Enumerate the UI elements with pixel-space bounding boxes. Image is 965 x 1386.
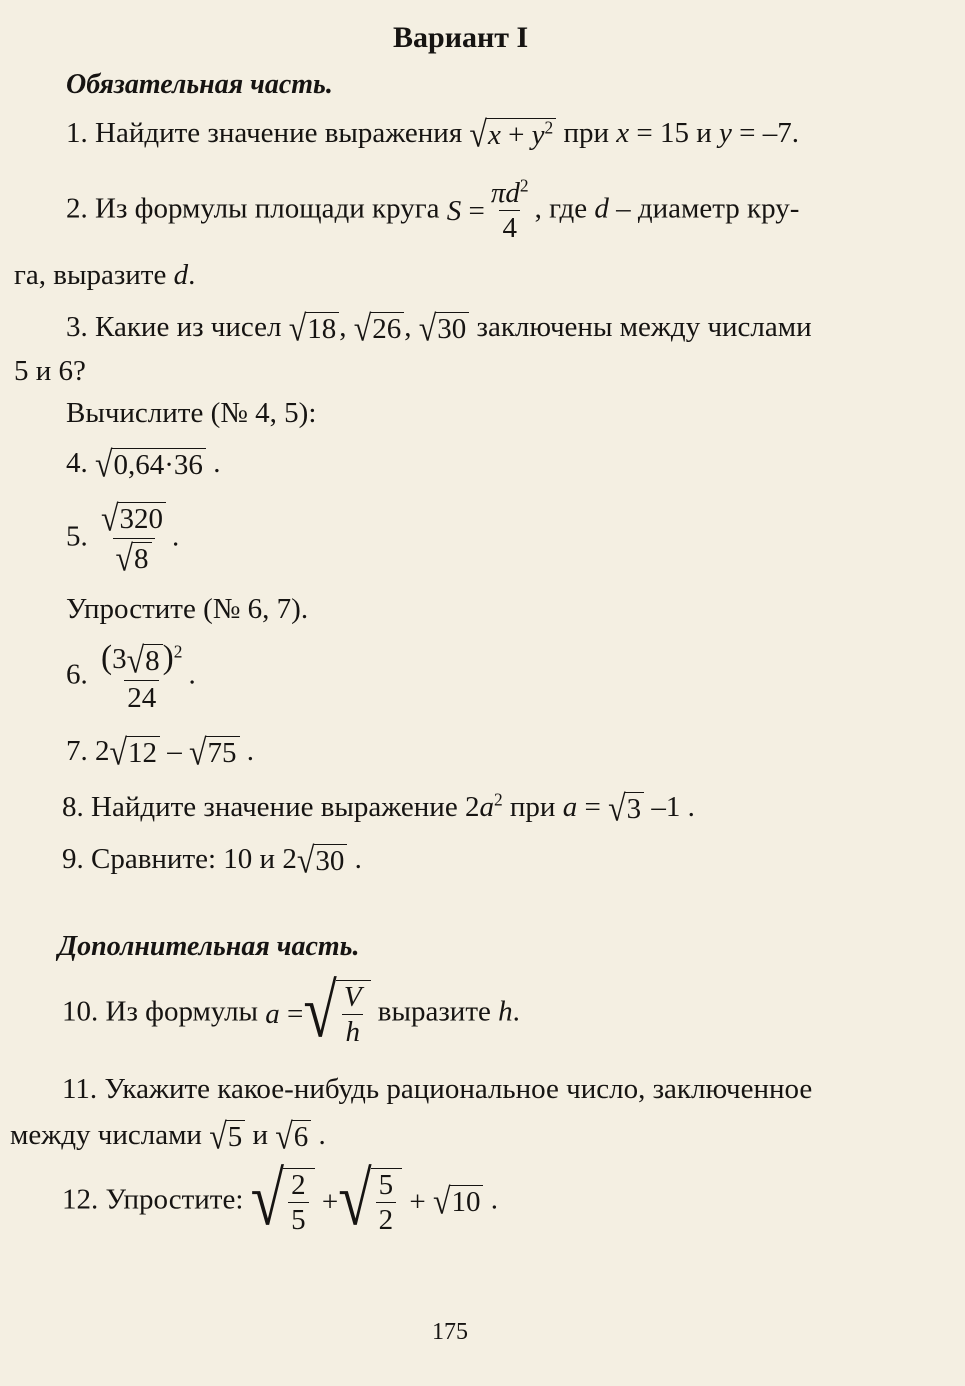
problem-11: 11. Укажите какое-нибудь рациональное число, заключенное	[62, 1073, 813, 1105]
problem-8: 8. Найдите значение выражение $2a^2$ при a = √ 3 –1 .	[62, 788, 695, 829]
problem-2: 2. Из формулы площади круга S = $\frac{\pi d^2}{4}$ , где d – диаметр кру-	[66, 175, 800, 245]
section-extra: Дополнительная часть.	[58, 931, 360, 962]
calc-intro: Вычислите (№ 4, 5):	[66, 397, 317, 429]
problem-7: 7. 2 √ 12 – √ 75 .	[66, 732, 255, 773]
sqrt-expression: √ $x + y^2$	[469, 118, 556, 152]
simplify-intro: Упростите (№ 6, 7).	[66, 593, 309, 625]
problem-1: 1. Найдите значение выражения √ $x + y^2$ при x = 15 и y = –7.	[66, 114, 800, 155]
problem-4: 4. √ 0,64·36 .	[66, 444, 221, 485]
problem-11-cont: между числами √ 5 и √ 6 .	[10, 1116, 326, 1157]
problem-5: 5. √ 320 √ 8 .	[66, 498, 180, 579]
area-formula: S = $\frac{\pi d^2}{4}$	[446, 175, 529, 245]
problem-2-cont: га, выразите d.	[14, 259, 196, 291]
problem-3-cont: 5 и 6?	[14, 355, 86, 387]
page-title: Вариант I	[393, 21, 529, 54]
problem-12: 12. Упростите: √ $\frac{2}{5}$ + √ $\frac{5}{2}$ + √ 10 .	[62, 1158, 498, 1243]
problem-6: 6. (3 √ 8 )$^2$ 24 .	[66, 639, 196, 715]
problem-3: 3. Какие из чисел √ 18 , √ 26 , √ 30 заключены между числами	[66, 308, 812, 349]
section-required: Обязательная часть.	[66, 69, 333, 100]
problem-10: 10. Из формулы a = √ $\frac{V}{h}$ выразите h.	[62, 970, 520, 1055]
page-number: 175	[432, 1319, 468, 1345]
problem-9: 9. Сравните: 10 и 2 √ 30 .	[62, 840, 362, 881]
